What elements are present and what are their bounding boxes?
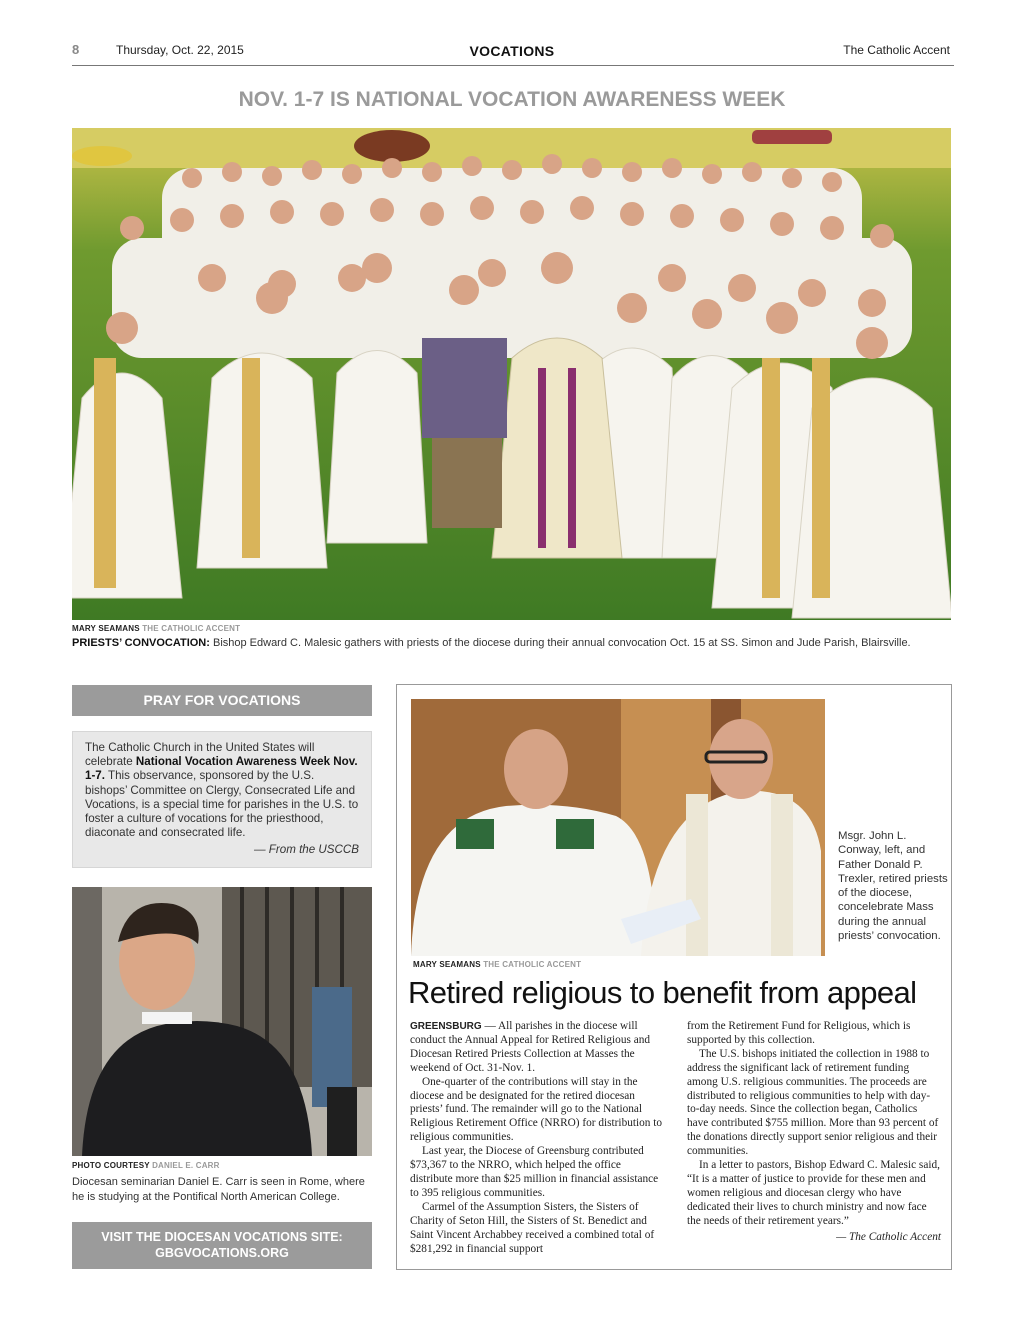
credit-org: DANIEL E. CARR (152, 1161, 220, 1170)
credit-name: MARY SEAMANS (413, 960, 481, 969)
newspaper-name: The Catholic Accent (843, 43, 950, 57)
seminarian-caption: Diocesan seminarian Daniel E. Carr is seen in Rome, where he is studying at the Pontifical North American College. (72, 1176, 365, 1203)
story-byline: — The Catholic Accent (836, 1230, 941, 1243)
credit-org: THE CATHOLIC ACCENT (142, 624, 241, 633)
section-title: VOCATIONS (469, 43, 555, 59)
credit-name: PHOTO COURTESY (72, 1161, 150, 1170)
visit-line-1: VISIT THE DIOCESAN VOCATIONS SITE: (101, 1230, 343, 1244)
header-rule (72, 65, 954, 66)
pray-for-vocations-header: PRAY FOR VOCATIONS (72, 685, 372, 716)
story-headline: Retired religious to benefit from appeal (408, 975, 917, 1010)
vocations-site-box (72, 1222, 372, 1269)
priests-photo-credit (413, 960, 581, 969)
pray-source: — From the USCCB (253, 843, 359, 857)
story-paragraph: Carmel of the Assumption Sisters, the Sisters of Charity of Seton Hill, the Sisters of St. Benedict and Saint Vincent Archabbey received a combined total of $281,292 in financial support (410, 1200, 655, 1255)
story-paragraph: The U.S. bishops initiated the collection in 1988 to address the significant lack of retirement funding among U.S. religious communities. The proceeds are distributed to religious communities to help with day-to-day needs. Since the collection began, Catholics have contributed $755 million. More than 93 percent of the donations directly support senior religious and their communities. (687, 1047, 939, 1158)
credit-name: MARY SEAMANS (72, 624, 140, 633)
caption-text: Bishop Edward C. Malesic gathers with priests of the diocese during their annual convocation Oct. 15 at SS. Simon and Jude Parish, Blairsville. (209, 637, 911, 649)
pray-text-b: This observance, sponsored by the U.S. bishops’ Committee on Clergy, Consecrated Life and Vocations, is a special time for parishes in the U.S. to foster a culture of vocations for the priesthood, diaconate and consecrated life. (85, 769, 359, 840)
story-paragraph: from the Retirement Fund for Religious, which is supported by this collection. (687, 1020, 911, 1046)
priests-group-photo (72, 128, 951, 620)
caption-lead: PRIESTS’ CONVOCATION: (72, 637, 210, 649)
pray-text-bold: National Vocation Awareness Week Nov. 1-7. (85, 755, 358, 783)
page-number: 8 (72, 42, 80, 57)
seminarian-photo-credit (72, 1161, 220, 1170)
story-column-2 (687, 1020, 941, 1245)
priests-photo-caption: Msgr. John L. Conway, left, and Father Donald P. Trexler, retired priests of the diocese, concelebrate Mass during the annual priests’ convocation. (838, 830, 948, 943)
dateline: GREENSBURG (410, 1021, 482, 1032)
story-paragraph (410, 1020, 664, 1076)
issue-date: Thursday, Oct. 22, 2015 (116, 43, 244, 57)
page-banner: NOV. 1-7 IS NATIONAL VOCATION AWARENESS WEEK (238, 88, 786, 111)
pray-for-vocations-box (72, 731, 372, 868)
seminarian-photo (72, 887, 372, 1156)
story-paragraph: In a letter to pastors, Bishop Edward C. Malesic said, “It is a matter of justice to provide for these men and women religious and diocesan clergy who have dedicated their lives to church ministry and now face the needs of their retirement years.” (687, 1159, 940, 1227)
vocations-site-link[interactable]: GBGVOCATIONS.ORG (155, 1246, 289, 1260)
main-photo-caption (72, 637, 972, 649)
story-column-1 (410, 1020, 664, 1256)
retired-priests-photo (411, 699, 825, 956)
credit-org: THE CATHOLIC ACCENT (483, 960, 582, 969)
main-photo-credit (72, 624, 240, 633)
pray-text-a: The Catholic Church in the United States will celebrate (85, 741, 315, 769)
story-paragraph: One-quarter of the contributions will stay in the diocese and be designated for the retired diocesan priests’ fund. The remainder will go to the National Religious Retirement Office (NRRO) for distribution to religious communities. (410, 1075, 663, 1144)
paragraph-text: — All parishes in the diocese will conduct the Annual Appeal for Retired Religious and Diocesan Retired Priests Collection at Masses the weekend of Oct. 31-Nov. 1. (410, 1020, 651, 1074)
story-paragraph: Last year, the Diocese of Greensburg contributed $73,367 to the NRRO, which helped the office distribute more than $25 million in financial assistance to 395 religious communities. (410, 1145, 659, 1199)
